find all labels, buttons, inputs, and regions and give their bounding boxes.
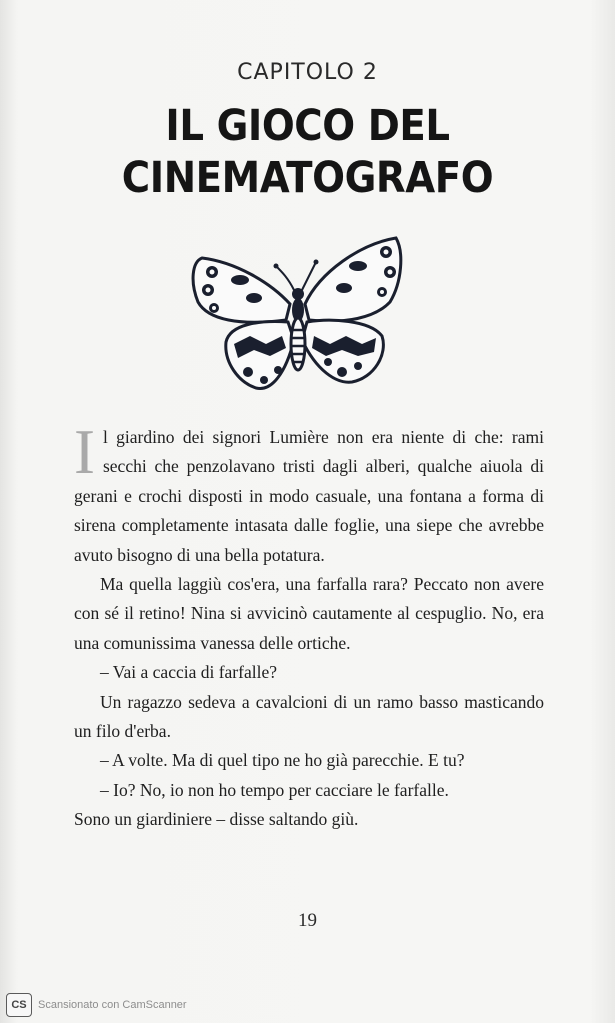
paragraph-1 [74,417,544,570]
chapter-label: CAPITOLO 2 [237,60,378,85]
paragraph-4: Un ragazzo sedeva a cavalcioni di un ramo basso masticando un filo d'erba. [74,691,544,742]
chapter-title-line2: CINEMATOGRAFO [121,153,494,203]
camscanner-logo: CS [6,993,32,1017]
dropcap: I [74,417,95,487]
chapter-title [31,100,585,204]
paragraph-2: Ma quella laggiù cos'era, una farfalla rara? Peccato non avere con sé il retino! Nina si avvicinò cautamente al cespuglio. No, era una comunissima vanessa delle ortiche. [74,574,544,653]
body-text [74,417,544,835]
paragraph-7: Sono un giardiniere – disse saltando giù. [74,809,359,830]
scanner-watermark-text: Scansionato con CamScanner [38,999,187,1011]
paragraph-6: – Io? No, io non ho tempo per cacciare le farfalle. [100,779,449,800]
page-number: 19 [298,910,317,931]
scanner-watermark [6,992,187,1018]
chapter-title-line1: IL GIOCO DEL [165,101,450,151]
paragraph-1-text: l giardino dei signori Lumière non era niente di che: rami secchi che penzolavano tristi dagli alberi, qualche aiuola di gerani e crochi disposti in modo casuale, una fontana a forma di sirena completamente intasata dalle foglie, una siepe che avrebbe avuto bisogno di una bella potatura. [74,427,544,565]
paragraph-3: – Vai a caccia di farfalle? [100,662,277,683]
paragraph-5: – A volte. Ma di quel tipo ne ho già parecchie. E tu? [100,750,465,771]
butterfly-icon [190,232,405,394]
